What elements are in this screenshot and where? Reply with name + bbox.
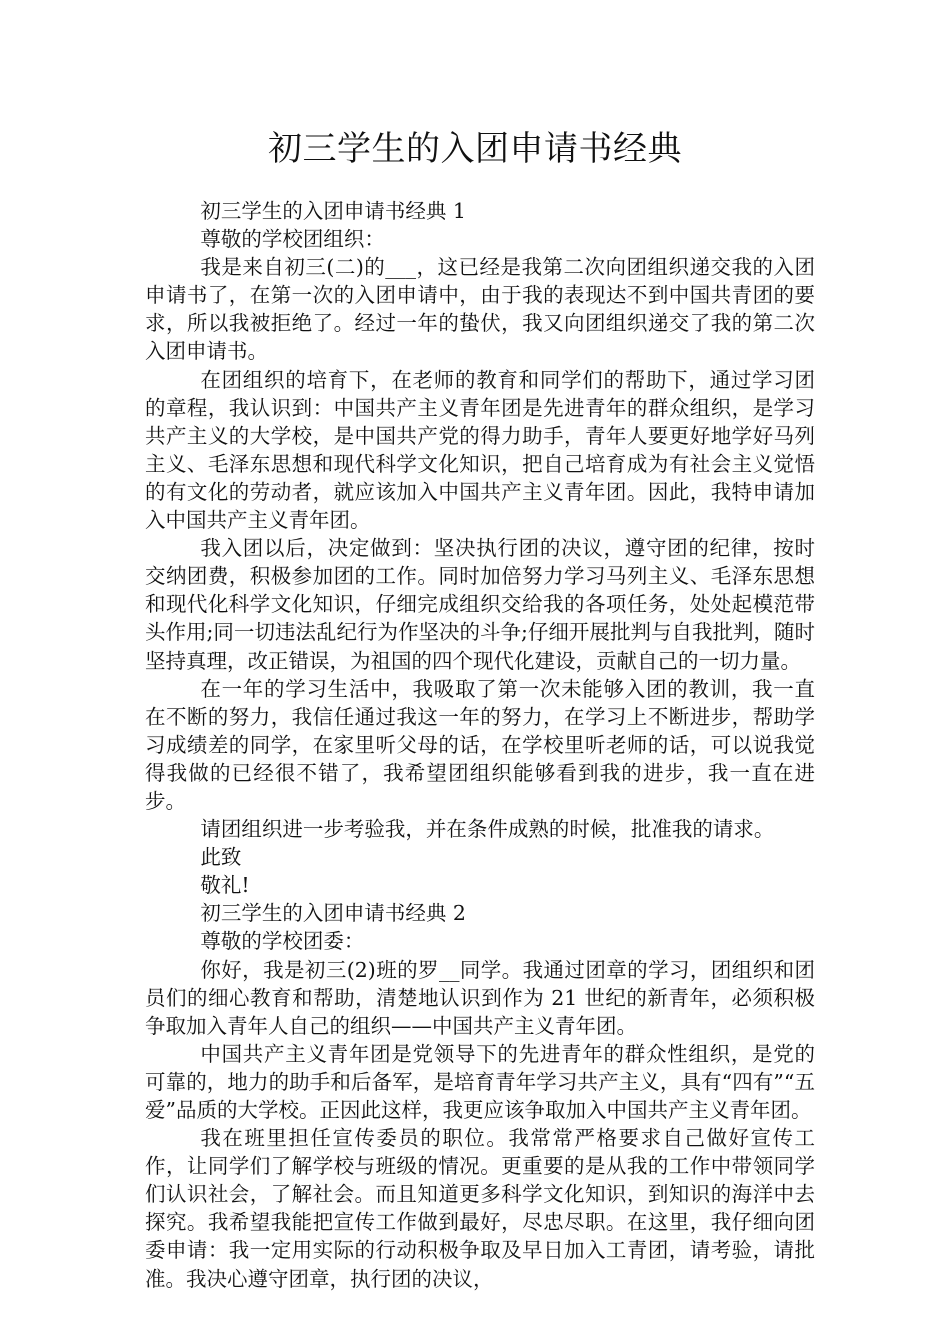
body-paragraph: 我是来自初三(二)的___，这已经是我第二次向团组织递交我的入团申请书了，在第一次的入团申请中，由于我的表现达不到中国共青团的要求，所以我被拒绝了。经过一年的蛰伏，我又向团组织递交了我的第二次入团申请书。 xyxy=(145,255,815,364)
body-paragraph: 我入团以后，决定做到：坚决执行团的决议，遵守团的纪律，按时交纳团费，积极参加团的工作。同时加倍努力学习马列主义、毛泽东思想和现代化科学文化知识，仔细完成组织交给我的各项任务，处处起模范带头作用;同一切违法乱纪行为作坚决的斗争;仔细开展批判与自我批判，随时坚持真理，改正错误，为祖国的四个现代化建设，贡献自己的一切力量。 xyxy=(145,536,815,673)
salutation: 尊敬的学校团组织： xyxy=(200,227,385,252)
closing-line: 敬礼! xyxy=(200,873,250,898)
document-body xyxy=(145,197,815,1293)
body-paragraph: 我在班里担任宣传委员的职位。我常常严格要求自己做好宣传工作，让同学们了解学校与班级的情况。更重要的是从我的工作中带领同学们认识社会，了解社会。而且知道更多科学文化知识，到知识的海洋中去探究。我希望我能把宣传工作做到最好，尽忠尽职。在这里，我仔细向团委申请：我一定用实际的行动积极争取及早日加入工青团，请考验，请批准。我决心遵守团章，执行团的决议， xyxy=(145,1126,815,1291)
body-paragraph: 在团组织的培育下，在老师的教育和同学们的帮助下，通过学习团的章程，我认识到：中国共产主义青年团是先进青年的群众组织，是学习共产主义的大学校，是中国共产党的得力助手，青年人要更好地学好马列主义、毛泽东思想和现代科学文化知识，把自己培育成为有社会主义觉悟的有文化的劳动者，就应该加入中国共产主义青年团。因此，我特申请加入中国共产主义青年团。 xyxy=(145,367,815,533)
section-heading: 初三学生的入团申请书经典 1 xyxy=(200,199,466,223)
document-title: 初三学生的入团申请书经典 xyxy=(268,129,682,169)
closing-line: 此致 xyxy=(200,845,242,870)
section-heading: 初三学生的入团申请书经典 2 xyxy=(200,901,466,926)
salutation: 尊敬的学校团委： xyxy=(200,929,365,954)
body-paragraph: 中国共产主义青年团是党领导下的先进青年的群众性组织，是党的可靠的，地力的助手和后备军，是培育青年学习共产主义，具有“四有”“五爱”品质的大学校。正因此这样，我更应该争取加入中国共产主义青年团。 xyxy=(145,1041,815,1122)
body-paragraph: 在一年的学习生活中，我吸取了第一次未能够入团的教训，我一直在不断的努力，我信任通过我这一年的努力，在学习上不断进步，帮助学习成绩差的同学，在家里听父母的话，在学校里听老师的话，可以说我觉得我做的已经很不错了，我希望团组织能够看到我的进步，我一直在进步。 xyxy=(145,676,815,813)
body-paragraph: 请团组织进一步考验我，并在条件成熟的时候，批准我的请求。 xyxy=(200,817,775,842)
body-paragraph: 你好，我是初三(2)班的罗__同学。我通过团章的学习，团组织和团员们的细心教育和帮助，清楚地认识到作为 21 世纪的新青年，必须积极争取加入青年人自己的组织——中国共产主义青年团。 xyxy=(145,957,815,1038)
